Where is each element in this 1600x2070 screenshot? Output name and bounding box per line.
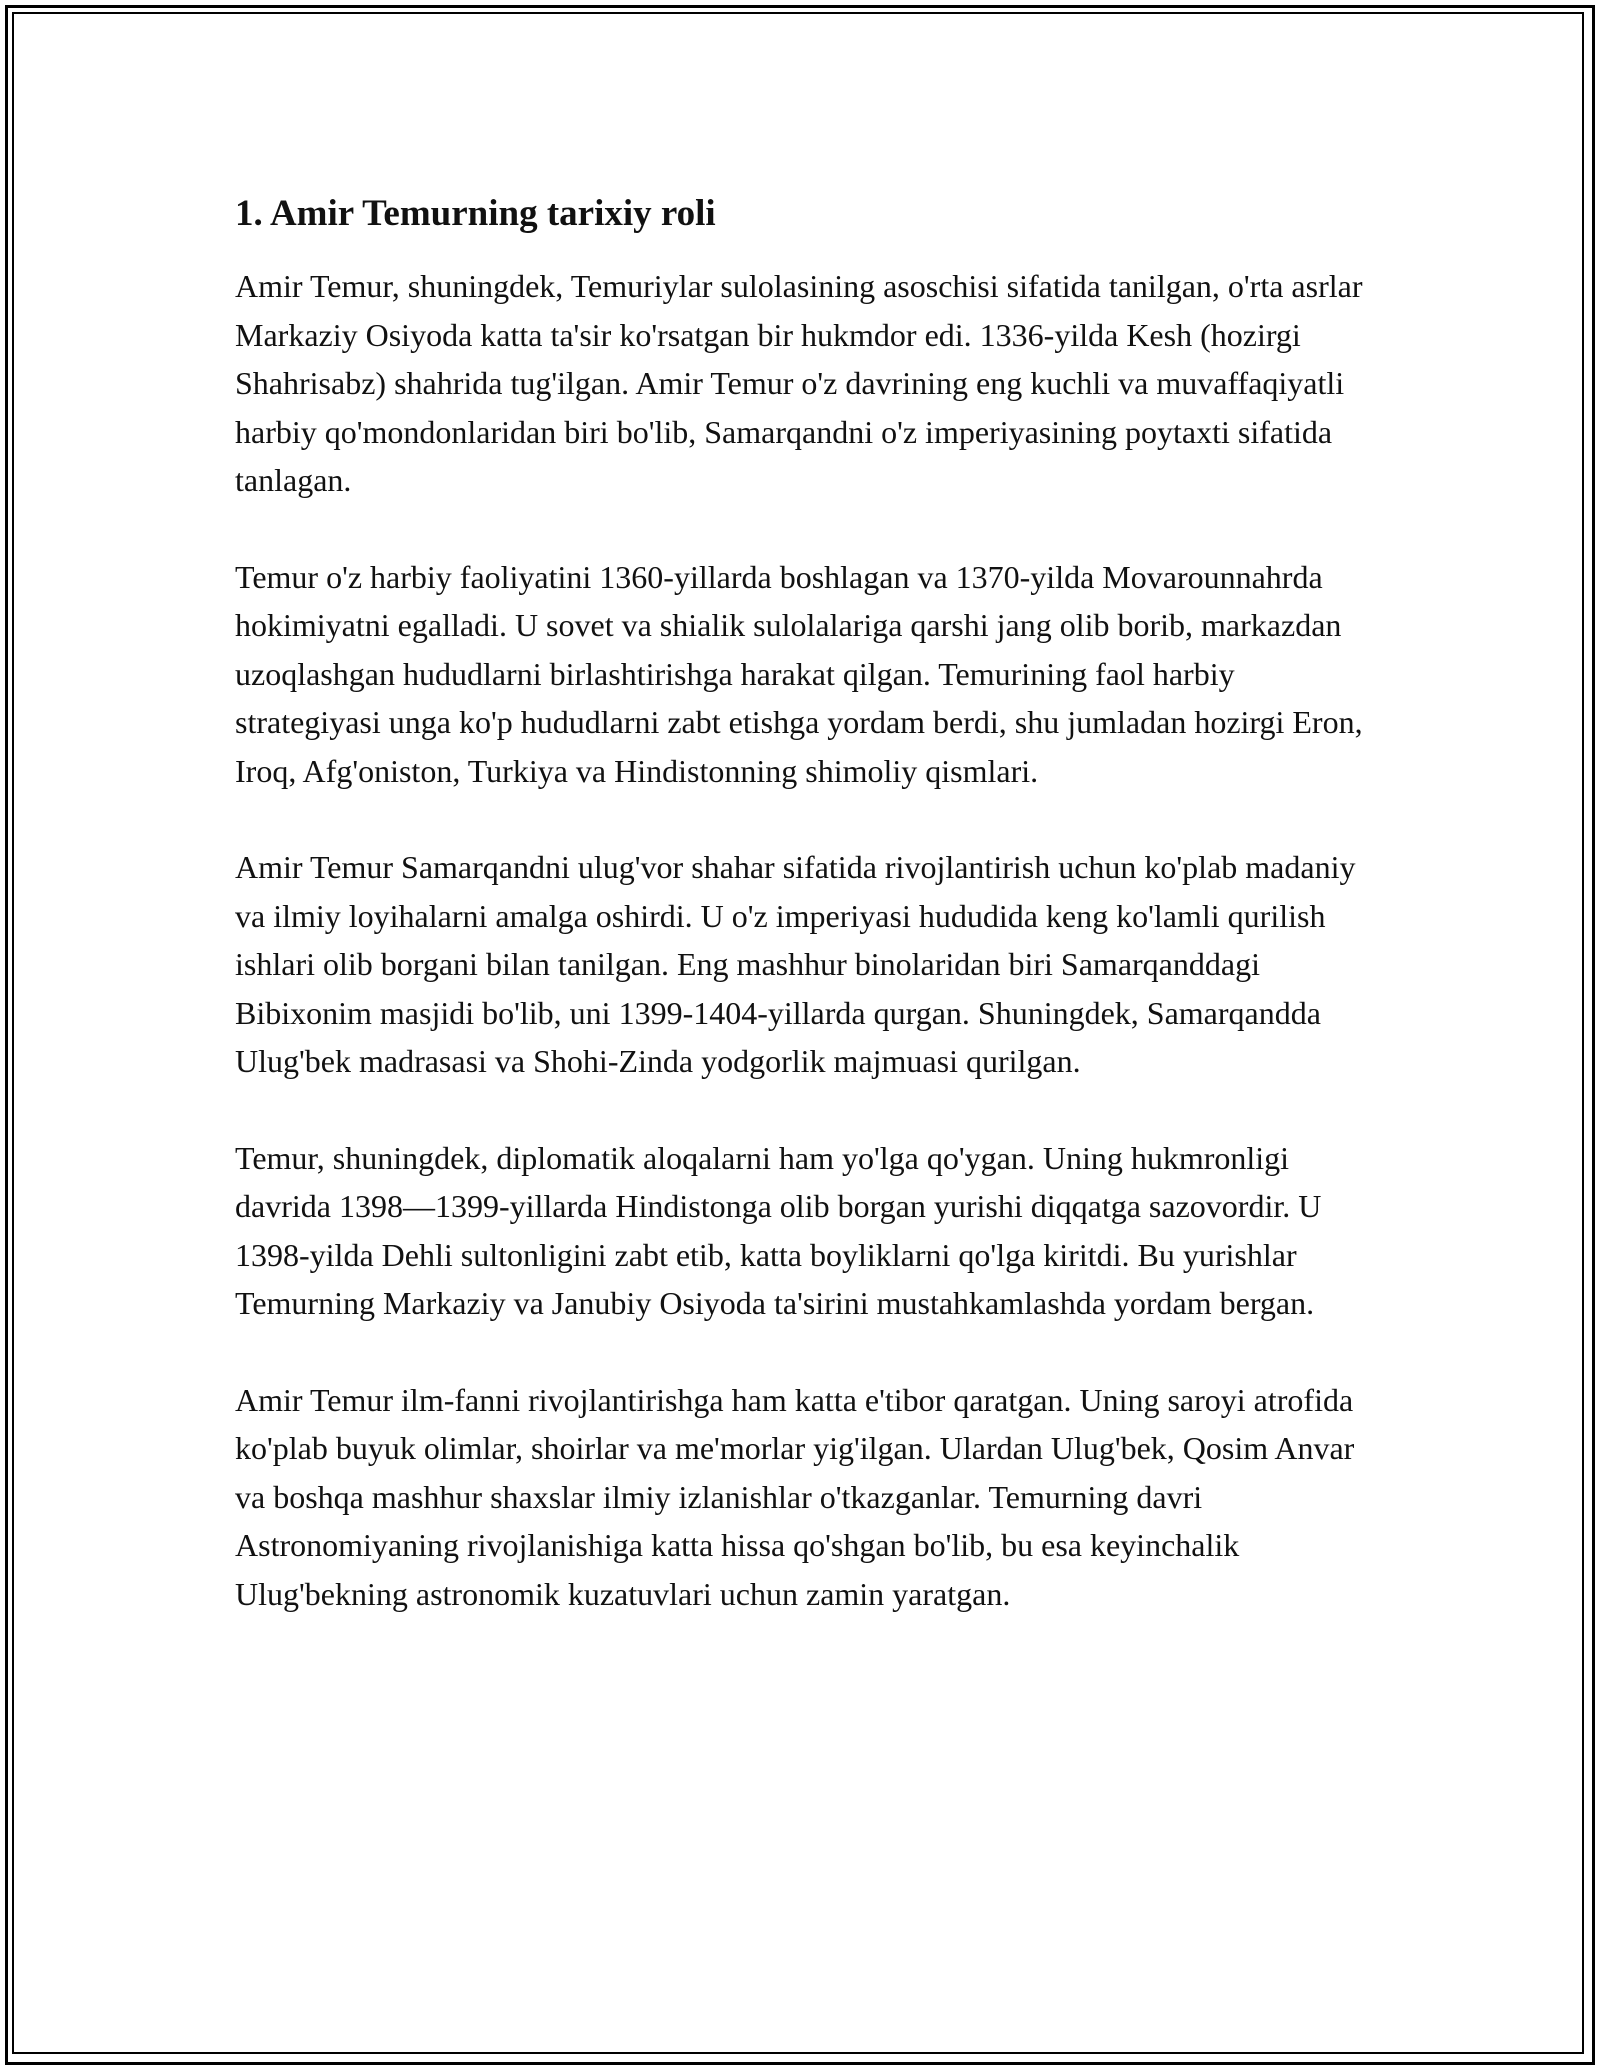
paragraph-4: Temur, shuningdek, diplomatik aloqalarni ham yo'lga qo'ygan. Uning hukmronligi davrida 1398—1399-yillarda Hindistonga olib borgan yurishi diqqatga sazovordir. U 1398-yilda Dehli sultonligini zabt etib, katta boyliklarni qo'lga kiritdi. Bu yurishlar Temurning Markaziy va Janubiy Osiyoda ta'sirini mustahkamlashda yordam bergan.: [235, 1139, 1322, 1321]
paragraph-1: Amir Temur, shuningdek, Temuriylar sulolasining asoschisi sifatida tanilgan, o'rta asrlar Markaziy Osiyoda katta ta'sir ko'rsatgan bir hukmdor edi. 1336-yilda Kesh (hozirgi Shahrisabz) shahrida tug'ilgan. Amir Temur o'z davrining eng kuchli va muvaffaqiyatli harbiy qo'mondonlaridan biri bo'lib, Samarqandni o'z imperiyasining poytaxti sifatida tanlagan.: [235, 268, 1363, 498]
paragraph-5: Amir Temur ilm-fanni rivojlantirishga ham katta e'tibor qaratgan. Uning saroyi atrofida ko'plab buyuk olimlar, shoirlar va me'morlar yig'ilgan. Ulardan Ulug'bek, Qosim Anvar va boshqa mashhur shaxslar ilmiy izlanishlar o'tkazganlar. Temurning davri Astronomiyaning rivojlanishiga katta hissa qo'shgan bo'lib, bu esa keyinchalik Ulug'bekning astronomik kuzatuvlari uchun zamin yaratgan.: [235, 1381, 1355, 1612]
paragraph-2: Temur o'z harbiy faoliyatini 1360-yillarda boshlagan va 1370-yilda Movarounnahrda hokimiyatni egalladi. U sovet va shialik sulolalariga qarshi jang olib borib, markazdan uzoqlashgan hududlarni birlashtirishga harakat qilgan. Temurining faol harbiy strategiyasi unga ko'p hududlarni zabt etishga yordam berdi, shu jumladan hozirgi Eron, Iroq, Afg'oniston, Turkiya va Hindistonning shimoliy qismlari.: [235, 558, 1363, 789]
paragraph-3: Amir Temur Samarqandni ulug'vor shahar sifatida rivojlantirish uchun ko'plab madaniy va ilmiy loyihalarni amalga oshirdi. U o'z imperiyasi hududida keng ko'lamli qurilish ishlari olib borgani bilan tanilgan. Eng mashhur binolaridan biri Samarqanddagi Bibixonim masjidi bo'lib, uni 1399-1404-yillarda qurgan. Shuningdek, Samarqandda Ulug'bek madrasasi va Shohi-Zinda yodgorlik majmuasi qurilgan.: [235, 849, 1356, 1079]
section-title: 1. Amir Temurning tarixiy roli: [235, 193, 716, 234]
document-body: [235, 188, 1375, 1666]
